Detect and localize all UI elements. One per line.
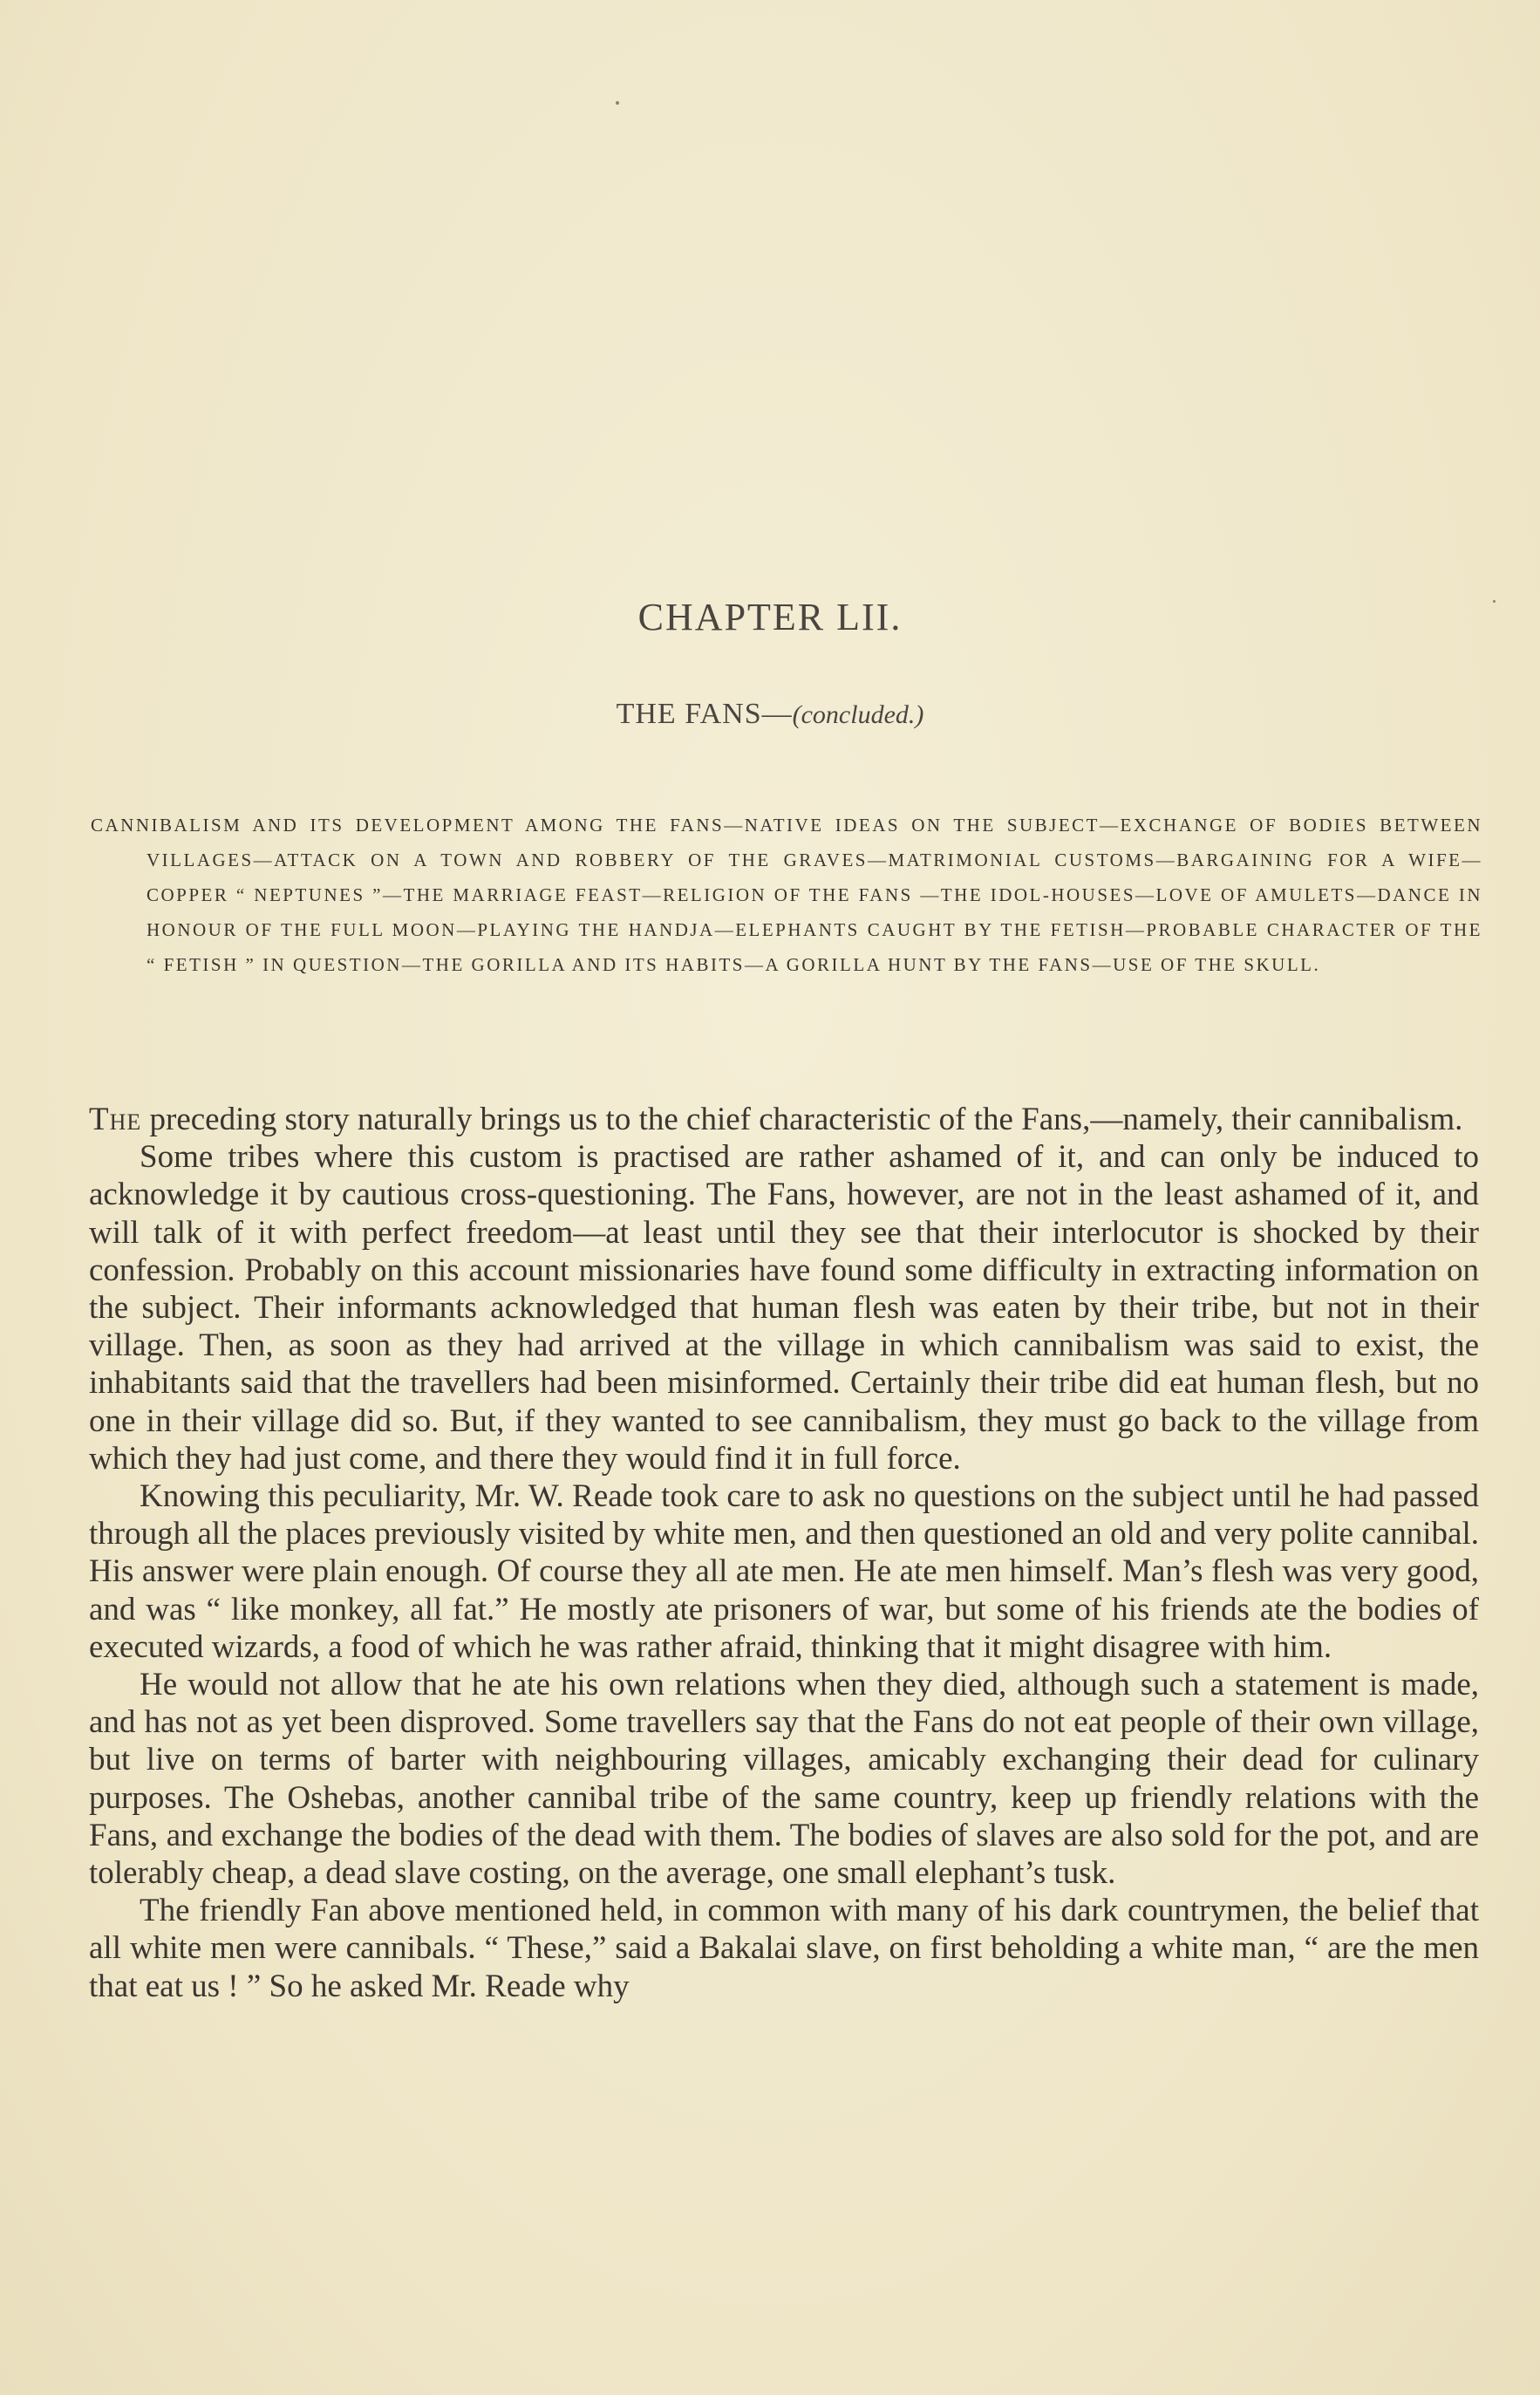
chapter-title-subtitle: (concluded.) [792,700,924,729]
paragraph: The friendly Fan above mentioned held, in common with many of his dark countrymen, the belief that all white men were cannibals. “ These,” said a Bakalai slave, on first beholding a white man, “ are the men that eat us ! ” So he asked Mr. Reade why [89,1893,1479,2004]
paragraph-text: preceding story naturally brings us to the chief characteristic of the Fans,—namely, their cannibalism. [141,1102,1463,1137]
paragraph: Some tribes where this custom is practised are rather ashamed of it, and can only be induced to acknowledge it by cautious cross-questioning. The Fans, however, are not in the least ashamed of it, and will talk of it with perfect freedom—at least until they see that their interlocutor is shocked by their confession. Probably on this account missionaries have found some difficulty in extracting information on the subject. Their informants acknowledged that human flesh was eaten by their tribe, but not in their village. Then, as soon as they had arrived at the village in which cannibalism was said to exist, the inhabitants said that the travellers had been misinformed. Certainly their tribe did eat human flesh, but no one in their village did so. But, if they wanted to see cannibalism, they must go back to the village from which they had just come, and there they would find it in full force. [89,1139,1479,1477]
chapter-body [89,1101,1479,2005]
lead-word: The [89,1102,142,1137]
chapter-title-main: THE FANS— [616,698,793,730]
paragraph [89,1101,1479,1138]
chapter-summary-text: CANNIBALISM AND ITS DEVELOPMENT AMONG THE FANS—NATIVE IDEAS ON THE SUBJECT—EXCHANGE OF BODIES BETWEEN VILLAGES—ATTACK ON A TOWN AND ROBBERY OF THE GRAVES—MATRIMONIAL CUSTOMS—BARGAINING FOR A WIFE—COPPER “ NEPTUNES ”—THE MARRIAGE FEAST—RELIGION OF THE FANS —THE IDOL-HOUSES—LOVE OF AMULETS—DANCE IN HONOUR OF THE FULL MOON—PLAYING THE HANDJA—ELEPHANTS CAUGHT BY THE FETISH—PROBABLE CHARACTER OF THE “ FETISH ” IN QUESTION—THE GORILLA AND ITS HABITS—A GORILLA HUNT BY THE FANS—USE OF THE SKULL. [91,815,1482,975]
chapter-title [0,698,1540,731]
chapter-summary [91,808,1482,982]
chapter-heading: CHAPTER LII. [637,596,903,638]
paper-speck [616,101,619,105]
paragraph: He would not allow that he ate his own relations when they died, although such a statement is made, and has not as yet been disproved. Some travellers say that the Fans do not eat people of their own village, but live on terms of barter with neighbouring villages, amicably exchanging their dead for culinary purposes. The Oshebas, another cannibal tribe of the same country, keep up friendly relations with the Fans, and exchange the bodies of the dead with them. The bodies of slaves are also sold for the pot, and are tolerably cheap, a dead slave costing, on the average, one small elephant’s tusk. [89,1667,1479,1892]
paragraph: Knowing this peculiarity, Mr. W. Reade took care to ask no questions on the subject until he had passed through all the places previously visited by white men, and then questioned an old and very polite cannibal. His answer were plain enough. Of course they all ate men. He ate men himself. Man’s flesh was very good, and was “ like monkey, all fat.” He mostly ate prisoners of war, but some of his friends ate the bodies of executed wizards, a food of which he was rather afraid, thinking that it might disagree with him. [89,1478,1479,1665]
